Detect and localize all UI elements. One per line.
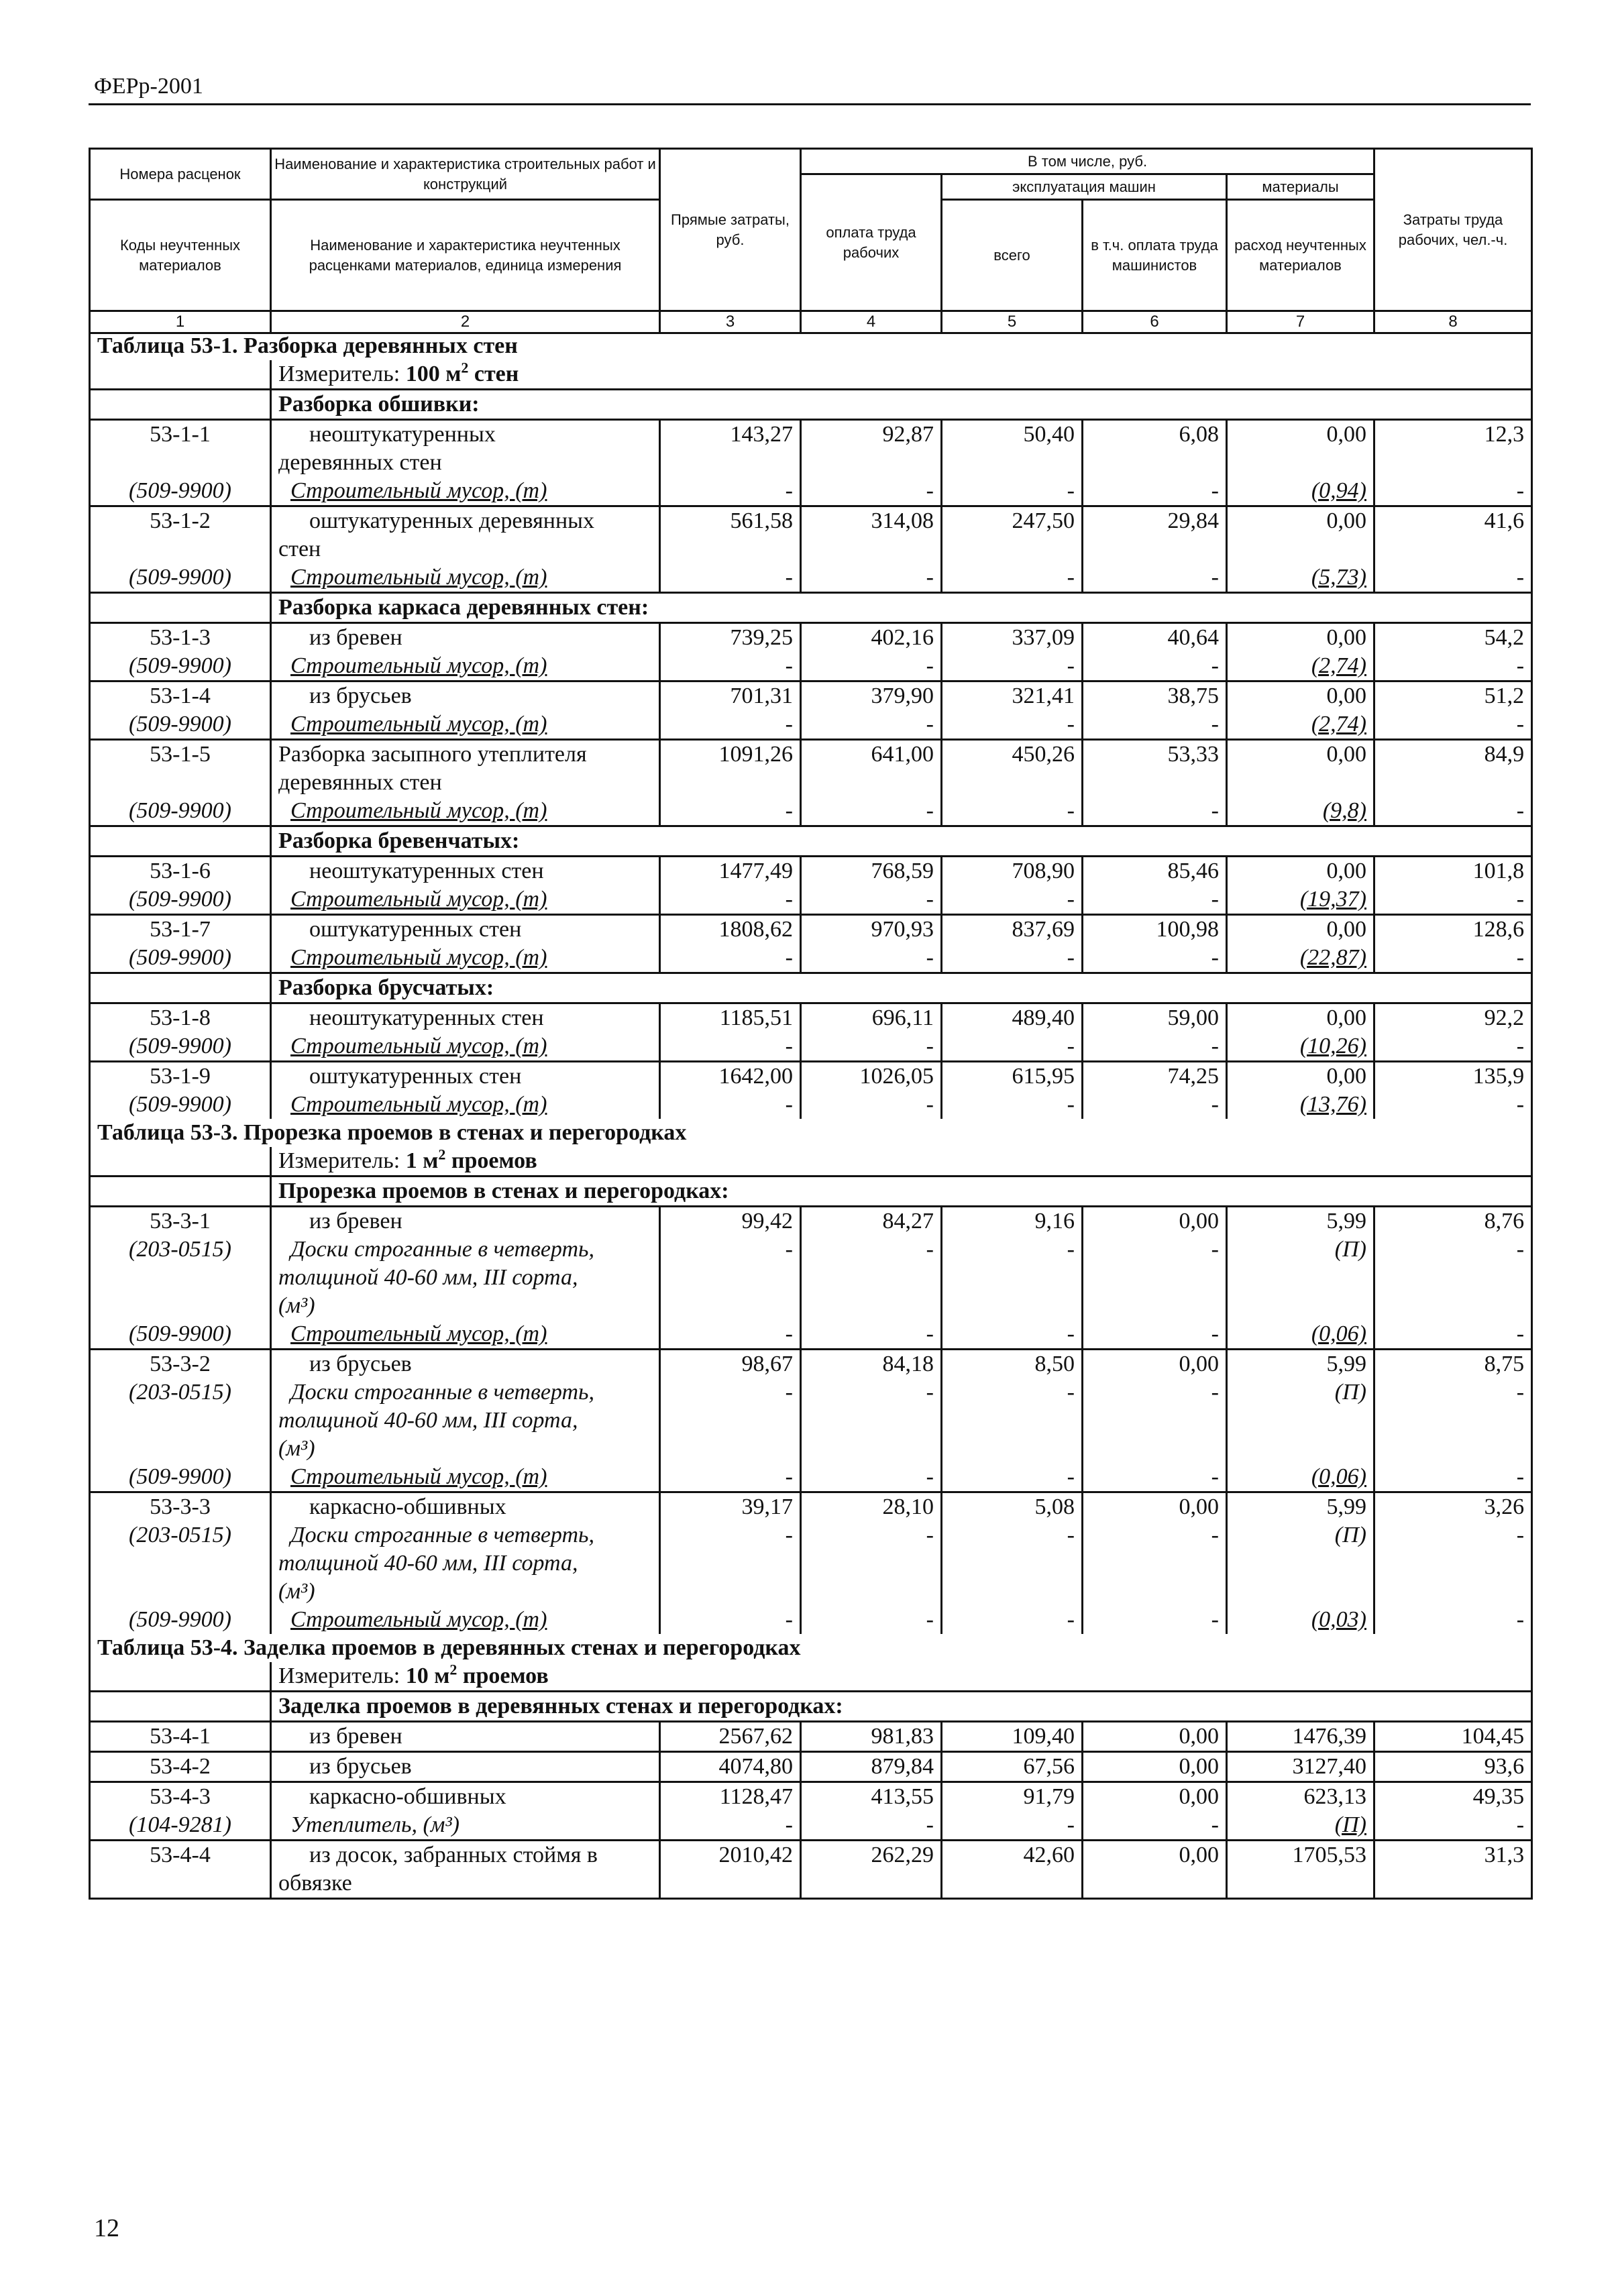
material-row: (509-9900) Строительный мусор, (т) - - - - (2,74) -: [90, 652, 1532, 681]
table-row: деревянных стен: [90, 769, 1532, 797]
page-number: 12: [94, 2214, 119, 2242]
material-row: (509-9900) Строительный мусор, (т) - - - - (0,94) -: [90, 477, 1532, 506]
material-row: (509-9900) Строительный мусор, (т) - - - - (22,87) -: [90, 944, 1532, 973]
table-row: 53-3-2 из брусьев 98,67 84,18 8,50 0,00 5,99 8,75: [90, 1350, 1532, 1379]
rates-table: [89, 332, 1533, 1900]
table-row: 53-1-3 из бревен 739,25 402,16 337,09 40,64 0,00 54,2: [90, 623, 1532, 653]
col-num: 5: [942, 311, 1083, 333]
col-num: 6: [1083, 311, 1227, 333]
table-row: 53-1-4 из брусьев 701,31 379,90 321,41 38,75 0,00 51,2: [90, 681, 1532, 711]
col-num: 2: [271, 311, 660, 333]
section-title: Прорезка проемов в стенах и перегородках:: [271, 1177, 1532, 1207]
table-row: 53-4-1 из бревен 2567,62 981,83 109,40 0,00 1476,39 104,45: [90, 1722, 1532, 1752]
material-row: (203-0515) Доски строганные в четверть, - - - - (П) -: [90, 1236, 1532, 1264]
table-row: 53-1-6 неоштукатуренных стен 1477,49 768,59 708,90 85,46 0,00 101,8: [90, 857, 1532, 886]
material-row: (509-9900) Строительный мусор, (т) - - - - (13,76) -: [90, 1091, 1532, 1119]
material-row: (509-9900) Строительный мусор, (т) - - - - (0,06) -: [90, 1463, 1532, 1492]
material-row: (м³): [90, 1578, 1532, 1606]
column-header-table: [89, 148, 1533, 334]
material-row: толщиной 40-60 мм, III сорта,: [90, 1264, 1532, 1292]
material-row: толщиной 40-60 мм, III сорта,: [90, 1549, 1532, 1578]
col-header-material-usage: расход неучтенных материалов: [1227, 200, 1374, 311]
table-row: обвязке: [90, 1869, 1532, 1899]
material-row: (509-9900) Строительный мусор, (т) - - - - (5,73) -: [90, 563, 1532, 593]
material-row: толщиной 40-60 мм, III сорта,: [90, 1407, 1532, 1435]
table-row: 53-4-2 из брусьев 4074,80 879,84 67,56 0,00 3127,40 93,6: [90, 1752, 1532, 1782]
col-num: 1: [90, 311, 271, 333]
table-row: стен: [90, 535, 1532, 563]
material-row: (509-9900) Строительный мусор, (т) - - - - (19,37) -: [90, 885, 1532, 915]
col-num: 8: [1374, 311, 1532, 333]
material-row: (м³): [90, 1292, 1532, 1320]
table-row: 53-1-7 оштукатуренных стен 1808,62 970,93 837,69 100,98 0,00 128,6: [90, 915, 1532, 944]
material-row: (203-0515) Доски строганные в четверть, - - - - (П) -: [90, 1521, 1532, 1549]
table-row: деревянных стен: [90, 449, 1532, 477]
table-row: 53-1-9 оштукатуренных стен 1642,00 1026,05 615,95 74,25 0,00 135,9: [90, 1062, 1532, 1091]
col-header-material-code: Коды неучтенных материалов: [90, 200, 271, 311]
table-53-1-meter: Измеритель: 100 $м^2$ стен: [271, 360, 1532, 390]
table-row: 53-1-2 оштукатуренных деревянных 561,58 314,08 247,50 29,84 0,00 41,6: [90, 506, 1532, 536]
material-row: (104-9281) Утеплитель, (м³) - - - - (П) -: [90, 1811, 1532, 1841]
table-53-4-title: Таблица 53-4. Заделка проемов в деревянных стенах и перегородках: [90, 1634, 1532, 1662]
col-header-machines: эксплуатация машин: [942, 174, 1227, 200]
col-num: 3: [660, 311, 801, 333]
section-title: Заделка проемов в деревянных стенах и перегородках:: [271, 1692, 1532, 1722]
material-row: (509-9900) Строительный мусор, (т) - - - - (2,74) -: [90, 710, 1532, 740]
table-53-4-meter: Измеритель: 10 $м^2$ проемов: [271, 1662, 1532, 1692]
material-row: (509-9900) Строительный мусор, (т) - - - - (0,03) -: [90, 1606, 1532, 1634]
table-row: 53-3-1 из бревен 99,42 84,27 9,16 0,00 5,99 8,76: [90, 1207, 1532, 1236]
col-num: 7: [1227, 311, 1374, 333]
table-row: 53-1-5 Разборка засыпного утеплителя 1091,26 641,00 450,26 53,33 0,00 84,9: [90, 740, 1532, 769]
col-header-direct-costs: Прямые затраты, руб.: [660, 149, 801, 311]
document-code: ФЕРр-2001: [94, 74, 203, 99]
col-header-rate-number: Номера расценок: [90, 149, 271, 200]
material-row: (м³): [90, 1435, 1532, 1463]
material-row: (203-0515) Доски строганные в четверть, - - - - (П) -: [90, 1378, 1532, 1407]
table-53-1-title: Таблица 53-1. Разборка деревянных стен: [90, 332, 1532, 360]
col-header-including: В том числе, руб.: [801, 149, 1374, 174]
material-row: (509-9900) Строительный мусор, (т) - - - - (9,8) -: [90, 797, 1532, 826]
col-num: 4: [801, 311, 942, 333]
col-header-operator-wages: в т.ч. оплата труда машинистов: [1083, 200, 1227, 311]
table-row: 53-1-1 неоштукатуренных 143,27 92,87 50,40 6,08 0,00 12,3: [90, 420, 1532, 449]
col-header-labor-costs: Затраты труда рабочих, чел.-ч.: [1374, 149, 1532, 311]
col-header-worker-wages: оплата труда рабочих: [801, 174, 942, 311]
table-row: 53-4-3 каркасно-обшивных 1128,47 413,55 91,79 0,00 623,13 49,35: [90, 1782, 1532, 1812]
section-title: Разборка бревенчатых:: [271, 826, 1532, 857]
table-row: 53-4-4 из досок, забранных стоймя в 2010,42 262,29 42,60 0,00 1705,53 31,3: [90, 1841, 1532, 1870]
col-header-materials: материалы: [1227, 174, 1374, 200]
material-row: (509-9900) Строительный мусор, (т) - - - - (10,26) -: [90, 1032, 1532, 1062]
col-header-machines-total: всего: [942, 200, 1083, 311]
table-53-3-meter: Измеритель: 1 $м^2$ проемов: [271, 1147, 1532, 1177]
table-row: 53-3-3 каркасно-обшивных 39,17 28,10 5,08 0,00 5,99 3,26: [90, 1492, 1532, 1522]
document-header: [89, 72, 1531, 105]
material-row: (509-9900) Строительный мусор, (т) - - - - (0,06) -: [90, 1320, 1532, 1350]
table-row: 53-1-8 неоштукатуренных стен 1185,51 696,11 489,40 59,00 0,00 92,2: [90, 1003, 1532, 1033]
table-53-3-title: Таблица 53-3. Прорезка проемов в стенах и перегородках: [90, 1119, 1532, 1147]
section-title: Разборка обшивки:: [271, 390, 1532, 420]
section-title: Разборка брусчатых:: [271, 973, 1532, 1003]
section-title: Разборка каркаса деревянных стен:: [271, 593, 1532, 623]
col-header-work-name: Наименование и характеристика строительных работ и конструкций: [271, 149, 660, 200]
col-header-material-name: Наименование и характеристика неучтенных расценками материалов, единица измерения: [271, 200, 660, 311]
